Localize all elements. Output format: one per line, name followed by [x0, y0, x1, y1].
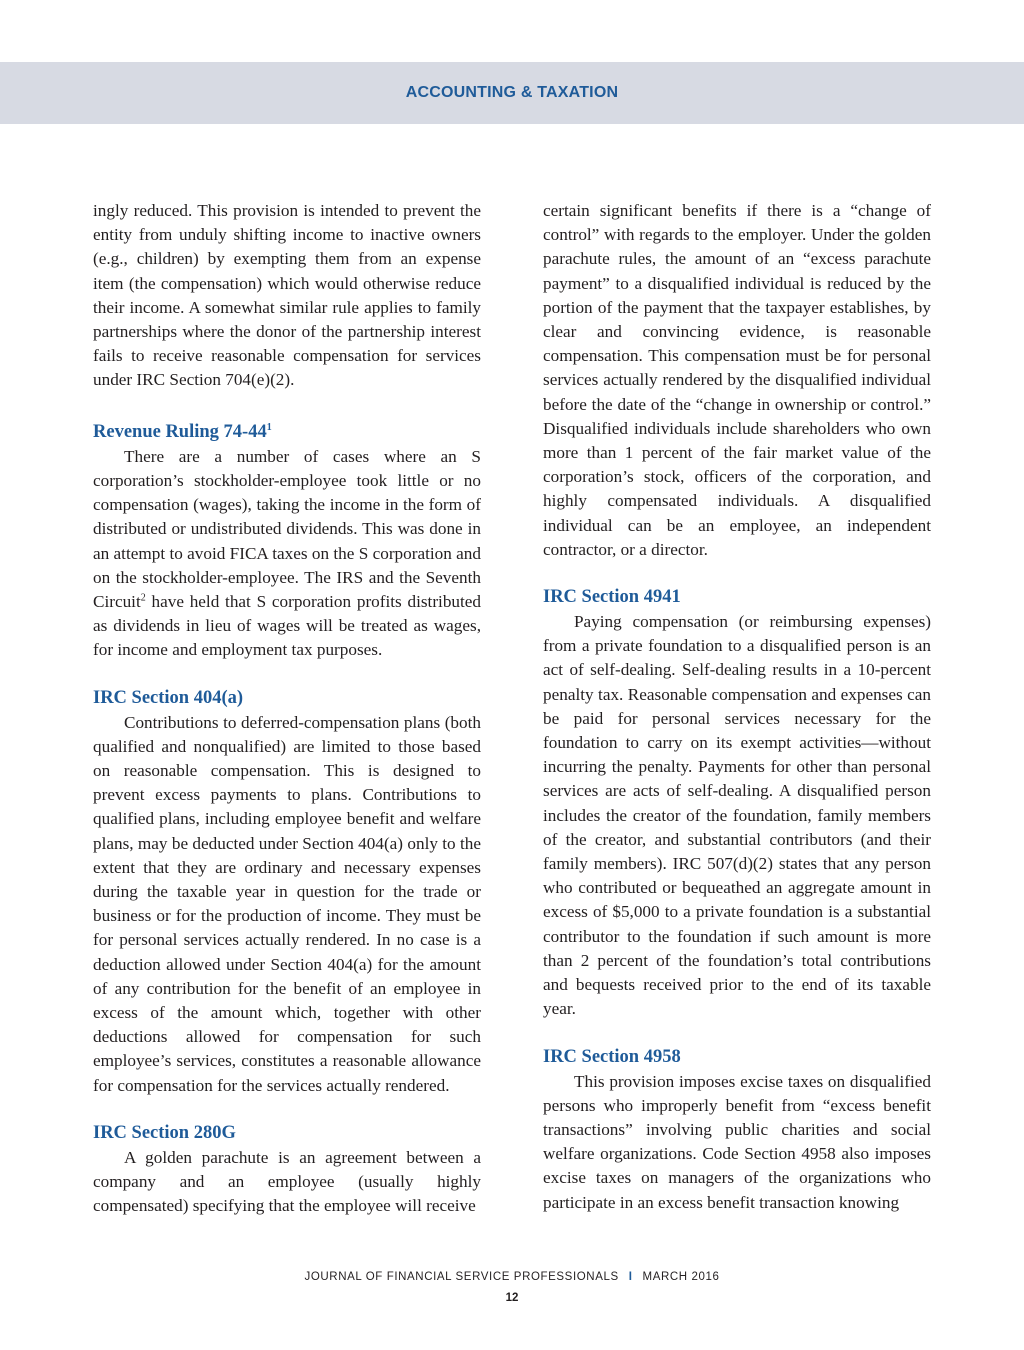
- text-run: There are a number of cases where an S corporation’s stockholder-employee took little or no compensation (wages), taking the income in the form of distributed or undistributed dividends. This was done in an attempt to avoid FICA taxes on the S corporation and on the stockholder-employee. The IRS and the Seventh Circuit: [93, 446, 481, 611]
- paragraph: [93, 445, 481, 663]
- text-run: have held that S corporation profits distributed as dividends in lieu of wages will be treated as wages, for income and employment tax purposes.: [93, 592, 481, 660]
- journal-name: JOURNAL OF FINANCIAL SERVICE PROFESSIONALS: [304, 1271, 619, 1283]
- left-column: [93, 199, 481, 1218]
- heading-irc-4941: IRC Section 4941: [543, 587, 681, 608]
- heading-irc-280g: IRC Section 280G: [93, 1122, 236, 1143]
- page-number: 12: [505, 1292, 519, 1304]
- paragraph: Contributions to deferred-compensation plans (both qualified and nonqualified) are limited to those based on reasonable compensation. This is designed to prevent excess payments to plans. Contributions to qualified plans, including employee benefit and welfare plans, may be deducted under Section 404(a) only to the extent that they are ordinary and necessary expenses during the taxable year in question for the trade or business or for the production of income. They must be for personal services actually rendered. In no case is a deduction allowed under Section 404(a) for the amount of any contribution for the benefit of an employee in excess of the amount which, together with other deductions allowed for compensation for such employee’s services, constitutes a reasonable allowance for compensation for the services actually rendered.: [93, 712, 481, 1095]
- section-header: ACCOUNTING & TAXATION: [405, 84, 619, 101]
- heading-revenue-ruling: [93, 415, 481, 445]
- heading-irc-404a: IRC Section 404(a): [93, 687, 244, 708]
- paragraph: ingly reduced. This provision is intended to prevent the entity from unduly shifting income to inactive owners (e.g., children) by exempting them from an expense item (the compensation) which would otherwise reduce their income. A somewhat similar rule applies to family partnerships where the donor of the partnership interest fails to receive reasonable compensation for services under IRC Section 704(e)(2).: [93, 201, 481, 390]
- footnote-ref: 1: [266, 421, 272, 433]
- issue-date: MARCH 2016: [642, 1271, 720, 1283]
- paragraph: A golden parachute is an agreement between a company and an employee (usually highly compensated) specifying that the employee will receive: [93, 1147, 481, 1216]
- footer-separator: I: [628, 1271, 633, 1283]
- paragraph: Paying compensation (or reimbursing expenses) from a private foundation to a disqualified person is an act of self-dealing. Self-dealing results in a 10-percent penalty tax. Reasonable compensation and expenses can be paid for personal services necessary for the foundation to carry on its exempt activities—without incurring the penalty. Payments for other than personal services are acts of self-dealing. A disqualified person includes the creator of the foundation, family members of the creator, and substantial contributors (and their family members). IRC 507(d)(2) states that any person who contributed or bequeathed an aggregate amount in excess of $5,000 to a private foundation is a substantial contributor to the foundation if such amount is more than 2 percent of the foundation’s total contributions and bequests received prior to the end of its taxable year.: [543, 612, 931, 1019]
- heading-text: Revenue Ruling 74-44: [93, 421, 267, 442]
- footer: [0, 1271, 1024, 1283]
- paragraph: certain significant benefits if there is a “change of control” with regards to the employer. Under the golden parachute rules, the amount of an “excess parachute payment” to a disqualified individual is reduced by the portion of the payment that the taxpayer establishes, by clear and convincing evidence, is reasonable compensation. This compensation must be for personal services actually rendered by the disqualified individual before the date of the “change in ownership or control.” Disqualified individuals include shareholders who own more than 1 percent of the fair market value of the corporation’s stock, officers of the corporation, and highly compensated individuals. A disqualified individual can be an employee, an independent contractor, or a director.: [543, 201, 931, 559]
- right-column: [543, 199, 931, 1215]
- paragraph: This provision imposes excise taxes on disqualified persons who improperly benefit from “excess benefit transactions” involving public charities and social welfare organizations. Code Section 4958 also imposes excise taxes on managers of the organizations who participate in an excess benefit transaction knowing: [543, 1071, 931, 1212]
- footnote-ref: 2: [140, 592, 146, 604]
- heading-irc-4958: IRC Section 4958: [543, 1046, 681, 1067]
